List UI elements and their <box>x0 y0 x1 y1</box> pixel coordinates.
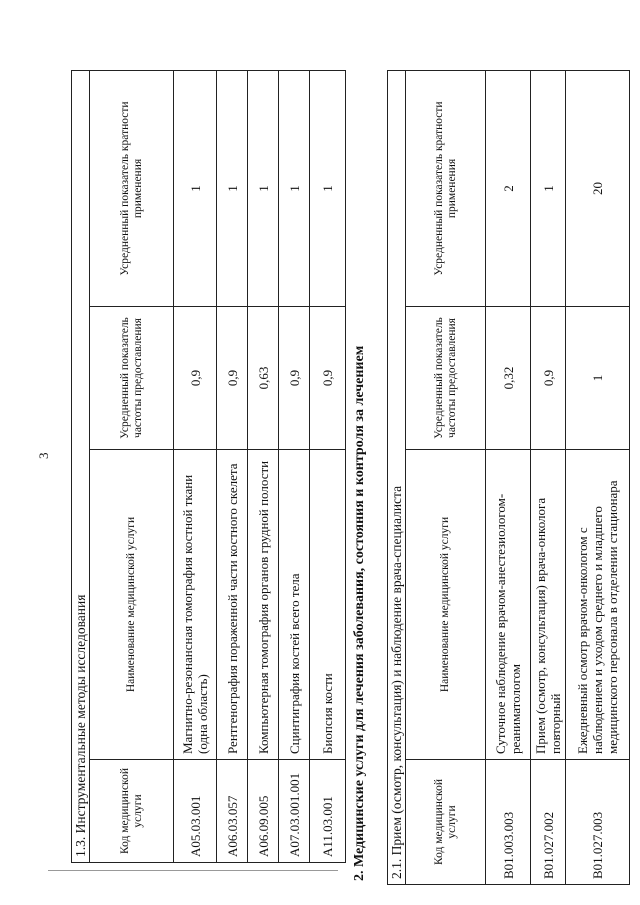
header-name: Наименование медицинской услуги <box>406 450 486 760</box>
row-mult: 1 <box>279 70 310 306</box>
row-mult: 2 <box>486 70 531 306</box>
header-code: Код медицинской услуги <box>406 760 486 885</box>
row-code: A07.03.001.001 <box>279 760 310 863</box>
page-number: 3 <box>36 452 51 459</box>
row-freq: 0,9 <box>531 307 566 450</box>
table-row <box>566 70 630 884</box>
row-code: A06.09.005 <box>248 760 279 863</box>
table-row <box>217 70 248 862</box>
row-name: Прием (осмотр, консультация) врача-онколога повторный <box>531 450 566 760</box>
table-row <box>531 70 566 884</box>
row-freq: 0,9 <box>217 307 248 450</box>
table-row <box>174 70 217 862</box>
row-code: A05.03.001 <box>174 760 217 863</box>
row-code: B01.027.003 <box>566 760 630 885</box>
row-name: Магнитно-резонансная томография костной ткани (одна область) <box>174 450 217 760</box>
section-heading: 2. Медицинские услуги для лечения заболевания, состояния и контроля за лечением <box>352 345 367 881</box>
row-freq: 0,9 <box>310 307 346 450</box>
header-name: Наименование медицинской услуги <box>90 450 174 760</box>
row-mult: 1 <box>217 70 248 306</box>
row-name: Биопсия кости <box>310 450 346 760</box>
header-mult: Усредненный показатель кратности применения <box>90 70 174 306</box>
section-subtitle: 2.1. Прием (осмотр, консультация) и наблюдение врача-специалиста <box>388 70 406 884</box>
row-freq: 0,32 <box>486 307 531 450</box>
row-mult: 1 <box>174 70 217 306</box>
row-freq: 0,9 <box>174 307 217 450</box>
table-row <box>486 70 531 884</box>
row-name: Рентгенография пораженной части костного скелета <box>217 450 248 760</box>
row-freq: 1 <box>566 307 630 450</box>
row-name: Сцинтиграфия костей всего тела <box>279 450 310 760</box>
row-code: A06.03.057 <box>217 760 248 863</box>
section-title: 1.3. Инструментальные методы исследования <box>72 70 90 862</box>
instrumental-methods-table <box>71 70 346 863</box>
section-title-row <box>72 70 90 862</box>
row-mult: 1 <box>248 70 279 306</box>
row-mult: 1 <box>531 70 566 306</box>
section-title-row <box>388 70 406 884</box>
specialist-services-table <box>387 70 630 885</box>
row-code: A11.03.001 <box>310 760 346 863</box>
row-freq: 0,63 <box>248 307 279 450</box>
row-freq: 0,9 <box>279 307 310 450</box>
row-name: Ежедневный осмотр врачом-онкологом с наблюдением и уходом среднего и младшего медицинского персонала в отделении стационара <box>566 450 630 760</box>
header-freq: Усредненный показатель частоты предоставления <box>90 307 174 450</box>
header-row <box>90 70 174 862</box>
row-code: B01.027.002 <box>531 760 566 885</box>
row-name: Компьютерная томография органов грудной полости <box>248 450 279 760</box>
header-freq: Усредненный показатель частоты предоставления <box>406 307 486 450</box>
row-mult: 20 <box>566 70 630 306</box>
row-code: B01.003.003 <box>486 760 531 885</box>
row-mult: 1 <box>310 70 346 306</box>
header-row <box>406 70 486 884</box>
row-name: Суточное наблюдение врачом-анестезиологом-реаниматологом <box>486 450 531 760</box>
table-row <box>248 70 279 862</box>
header-code: Код медицинской услуги <box>90 760 174 863</box>
header-mult: Усредненный показатель кратности применения <box>406 70 486 306</box>
sheet-edge-line <box>48 870 338 871</box>
table-row <box>279 70 310 862</box>
table-row <box>310 70 346 862</box>
